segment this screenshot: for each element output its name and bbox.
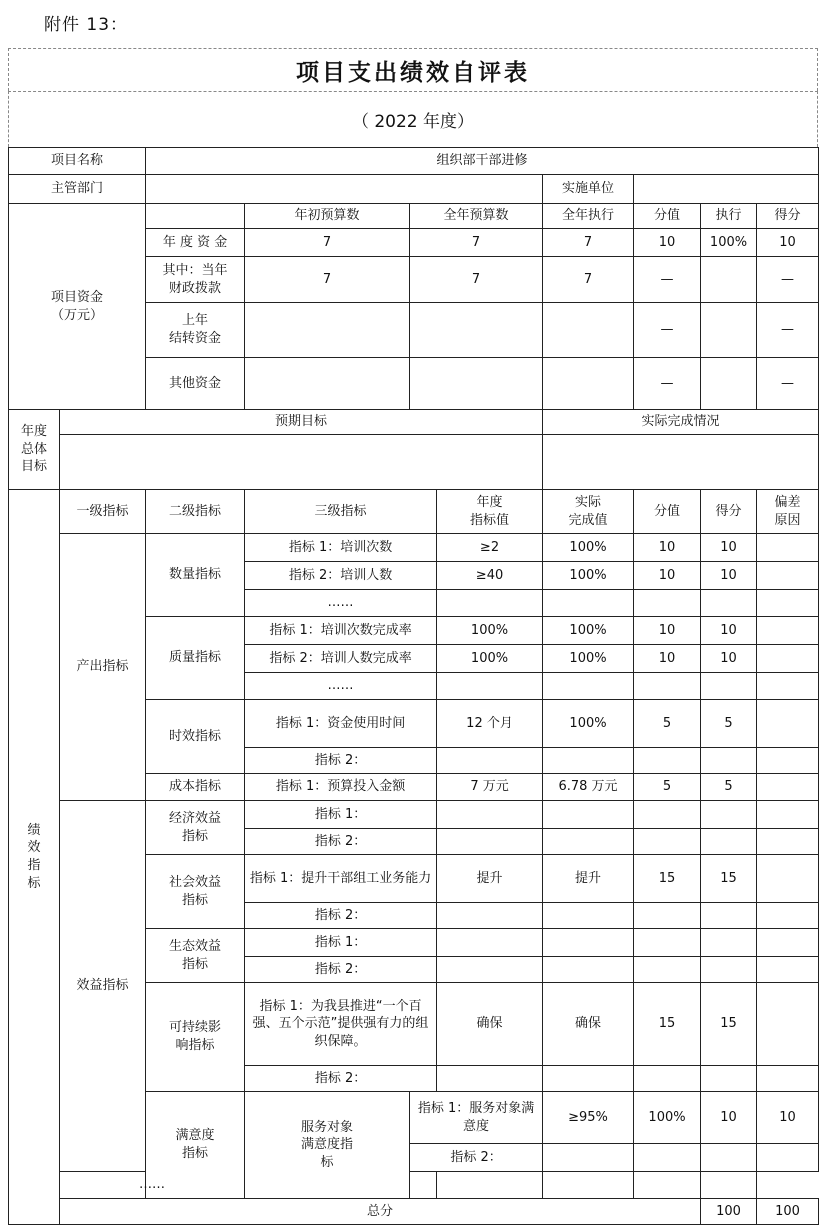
indicator-header: 得分 — [701, 490, 757, 534]
level3-cell: 指标 1：资金使用时间 — [245, 700, 437, 748]
score-cell — [634, 957, 701, 983]
score-cell — [701, 1144, 757, 1172]
indicator-header: 年度 指标值 — [437, 490, 543, 534]
target-cell — [437, 829, 543, 855]
deviation-cell — [757, 673, 819, 700]
table-cell: 7 — [410, 257, 543, 303]
table-cell — [245, 358, 410, 410]
got-cell — [701, 903, 757, 929]
level2-social: 社会效益 指标 — [146, 855, 245, 929]
funds-header: 全年执行 — [543, 204, 634, 229]
indicators-section-label: 绩 效 指 标 — [9, 490, 60, 1225]
level1-satisfaction: 满意度 指标 — [146, 1092, 245, 1199]
expected-goal-label: 预期目标 — [60, 410, 543, 435]
deviation-cell — [701, 1172, 757, 1199]
indicator-header: 分值 — [634, 490, 701, 534]
got-cell: 10 — [701, 617, 757, 645]
table-cell — [245, 303, 410, 358]
level3-cell: 指标 1： — [245, 801, 437, 829]
deviation-cell — [757, 562, 819, 590]
level3-cell: 指标 1：提升干部组工业务能力 — [245, 855, 437, 903]
table-cell: 10 — [634, 229, 701, 257]
level3-cell: 指标 1：为我县推进“一个百强、五个示范”提供强有力的组织保障。 — [245, 983, 437, 1066]
score-cell: 5 — [634, 700, 701, 748]
got-cell: 10 — [701, 645, 757, 673]
level3-cell: 指标 2： — [245, 903, 437, 929]
score-cell: 15 — [634, 855, 701, 903]
level2-quantity: 数量指标 — [146, 534, 245, 617]
score-cell: 15 — [634, 983, 701, 1066]
got-cell — [701, 673, 757, 700]
level3-cell: 指标 2：培训人数完成率 — [245, 645, 437, 673]
score-cell: 10 — [634, 562, 701, 590]
actual-cell: 提升 — [543, 855, 634, 903]
table-row — [9, 175, 819, 204]
actual-cell — [543, 929, 634, 957]
self-evaluation-table — [8, 147, 819, 1225]
table-row — [9, 1172, 819, 1199]
table-cell — [543, 358, 634, 410]
level3-cell: …… — [245, 590, 437, 617]
got-cell: 10 — [701, 562, 757, 590]
deviation-cell — [757, 700, 819, 748]
actual-cell: 100% — [543, 534, 634, 562]
table-cell — [543, 303, 634, 358]
total-score: 100 — [701, 1199, 757, 1225]
indicator-header: 二级指标 — [146, 490, 245, 534]
target-cell: 12 个月 — [437, 700, 543, 748]
impl-unit-label: 实施单位 — [543, 175, 634, 204]
actual-completion-label: 实际完成情况 — [543, 410, 819, 435]
got-cell — [701, 590, 757, 617]
actual-cell — [543, 829, 634, 855]
level2-service: 服务对象 满意度指 标 — [245, 1092, 410, 1199]
table-cell: — — [757, 358, 819, 410]
score-cell: 10 — [634, 617, 701, 645]
actual-cell — [543, 903, 634, 929]
table-row — [9, 435, 819, 490]
table-cell — [701, 303, 757, 358]
score-cell — [634, 748, 701, 774]
attachment-label: 附件 13： — [44, 15, 129, 35]
deviation-cell — [757, 1066, 819, 1092]
funds-header: 年初预算数 — [245, 204, 410, 229]
funds-row-label: 上年 结转资金 — [146, 303, 245, 358]
score-cell: 5 — [634, 774, 701, 801]
table-cell — [146, 204, 245, 229]
funds-header: 执行 — [701, 204, 757, 229]
score-cell — [634, 673, 701, 700]
score-cell — [634, 829, 701, 855]
expected-goal-value — [60, 435, 543, 490]
impl-unit-value — [634, 175, 819, 204]
target-cell — [437, 1066, 543, 1092]
funds-header: 得分 — [757, 204, 819, 229]
level2-cost: 成本指标 — [146, 774, 245, 801]
target-cell — [410, 1172, 437, 1199]
table-cell: — — [634, 358, 701, 410]
actual-cell — [543, 957, 634, 983]
score-cell — [543, 1172, 634, 1199]
actual-cell — [437, 1172, 543, 1199]
got-cell — [701, 748, 757, 774]
score-cell: 10 — [701, 1092, 757, 1144]
table-cell: 7 — [410, 229, 543, 257]
total-label: 总分 — [60, 1199, 701, 1225]
got-cell — [701, 1066, 757, 1092]
score-cell — [634, 590, 701, 617]
got-cell: 10 — [757, 1092, 819, 1144]
table-cell: 7 — [245, 229, 410, 257]
dept-label: 主管部门 — [9, 175, 146, 204]
table-cell: 10 — [757, 229, 819, 257]
level3-cell: 指标 2： — [410, 1144, 543, 1172]
deviation-cell — [757, 929, 819, 957]
dept-value — [146, 175, 543, 204]
score-cell — [634, 903, 701, 929]
table-cell: 100% — [701, 229, 757, 257]
actual-cell: 100% — [634, 1092, 701, 1144]
level3-cell: 指标 1：培训次数 — [245, 534, 437, 562]
target-cell: 100% — [437, 645, 543, 673]
got-cell — [701, 829, 757, 855]
level3-cell: 指标 2： — [245, 748, 437, 774]
level3-cell: 指标 1：服务对象满意度 — [410, 1092, 543, 1144]
score-cell: 10 — [634, 534, 701, 562]
table-cell: 7 — [543, 257, 634, 303]
level2-quality: 质量指标 — [146, 617, 245, 700]
deviation-cell — [757, 645, 819, 673]
level3-cell: 指标 2： — [245, 1066, 437, 1092]
actual-cell — [634, 1144, 701, 1172]
level2-timeliness: 时效指标 — [146, 700, 245, 774]
deviation-cell — [757, 774, 819, 801]
table-cell — [410, 358, 543, 410]
got-cell — [701, 957, 757, 983]
level2-economic: 经济效益 指标 — [146, 801, 245, 855]
actual-cell: 6.78 万元 — [543, 774, 634, 801]
target-cell: 7 万元 — [437, 774, 543, 801]
deviation-cell — [757, 534, 819, 562]
table-cell: 7 — [543, 229, 634, 257]
actual-cell: 100% — [543, 562, 634, 590]
table-row — [9, 1199, 819, 1225]
actual-cell: 100% — [543, 645, 634, 673]
level3-cell: …… — [60, 1172, 245, 1199]
actual-cell — [543, 1066, 634, 1092]
target-cell: 100% — [437, 617, 543, 645]
deviation-cell — [757, 590, 819, 617]
form-title: 项目支出绩效自评表 — [8, 48, 818, 91]
target-cell — [437, 957, 543, 983]
deviation-cell — [757, 855, 819, 903]
actual-cell: 确保 — [543, 983, 634, 1066]
indicator-header: 实际 完成值 — [543, 490, 634, 534]
got-cell — [701, 929, 757, 957]
table-cell: — — [634, 257, 701, 303]
level3-cell: 指标 2： — [245, 957, 437, 983]
funds-header: 全年预算数 — [410, 204, 543, 229]
target-cell — [437, 748, 543, 774]
actual-cell — [543, 748, 634, 774]
actual-cell: 100% — [543, 617, 634, 645]
target-cell — [543, 1144, 634, 1172]
got-cell: 5 — [701, 700, 757, 748]
table-row — [9, 148, 819, 175]
level3-cell: 指标 2：培训人数 — [245, 562, 437, 590]
funds-row-label: 其他资金 — [146, 358, 245, 410]
level3-cell: …… — [245, 673, 437, 700]
deviation-cell — [757, 748, 819, 774]
score-cell — [634, 801, 701, 829]
table-row — [9, 801, 819, 829]
score-cell: 10 — [634, 645, 701, 673]
actual-cell — [543, 673, 634, 700]
target-cell — [437, 903, 543, 929]
table-row — [9, 204, 819, 229]
table-row — [9, 534, 819, 562]
target-cell: ≥95% — [543, 1092, 634, 1144]
target-cell: ≥2 — [437, 534, 543, 562]
table-cell — [410, 303, 543, 358]
deviation-cell — [757, 829, 819, 855]
level3-cell: 指标 1：培训次数完成率 — [245, 617, 437, 645]
actual-cell: 100% — [543, 700, 634, 748]
table-row — [9, 490, 819, 534]
table-cell: — — [757, 303, 819, 358]
level2-ecological: 生态效益 指标 — [146, 929, 245, 983]
indicator-header: 一级指标 — [60, 490, 146, 534]
table-cell: — — [634, 303, 701, 358]
total-got: 100 — [757, 1199, 819, 1225]
level3-cell: 指标 2： — [245, 829, 437, 855]
deviation-cell — [757, 617, 819, 645]
actual-cell — [543, 801, 634, 829]
got-cell: 15 — [701, 983, 757, 1066]
funds-header: 分值 — [634, 204, 701, 229]
got-cell: 15 — [701, 855, 757, 903]
target-cell: ≥40 — [437, 562, 543, 590]
actual-completion-value — [543, 435, 819, 490]
table-cell: 7 — [245, 257, 410, 303]
funds-section-label: 项目资金 （万元） — [9, 204, 146, 410]
funds-row-label: 年 度 资 金 — [146, 229, 245, 257]
target-cell — [437, 590, 543, 617]
target-cell: 确保 — [437, 983, 543, 1066]
got-cell — [701, 801, 757, 829]
target-cell — [437, 929, 543, 957]
actual-cell — [543, 590, 634, 617]
level3-cell: 指标 1：预算投入金额 — [245, 774, 437, 801]
level1-output: 产出指标 — [60, 534, 146, 801]
score-cell — [634, 929, 701, 957]
level3-cell: 指标 1： — [245, 929, 437, 957]
score-cell — [634, 1066, 701, 1092]
level2-sustainable: 可持续影 响指标 — [146, 983, 245, 1092]
got-cell — [634, 1172, 701, 1199]
deviation-cell — [757, 983, 819, 1066]
indicator-header: 偏差 原因 — [757, 490, 819, 534]
table-row — [9, 410, 819, 435]
table-cell — [701, 257, 757, 303]
deviation-cell — [757, 801, 819, 829]
project-name-value: 组织部干部进修 — [146, 148, 819, 175]
indicator-header: 三级指标 — [245, 490, 437, 534]
year-label: （ 2022 年度） — [8, 91, 818, 147]
deviation-cell — [757, 903, 819, 929]
target-cell — [437, 801, 543, 829]
got-cell: 5 — [701, 774, 757, 801]
table-cell — [701, 358, 757, 410]
target-cell: 提升 — [437, 855, 543, 903]
project-name-label: 项目名称 — [9, 148, 146, 175]
got-cell — [757, 1144, 819, 1172]
deviation-cell — [757, 957, 819, 983]
funds-row-label: 其中：当年 财政拨款 — [146, 257, 245, 303]
table-cell: — — [757, 257, 819, 303]
target-cell — [437, 673, 543, 700]
level1-benefit: 效益指标 — [60, 801, 146, 1172]
got-cell: 10 — [701, 534, 757, 562]
overall-goal-label: 年度 总体 目标 — [9, 410, 60, 490]
